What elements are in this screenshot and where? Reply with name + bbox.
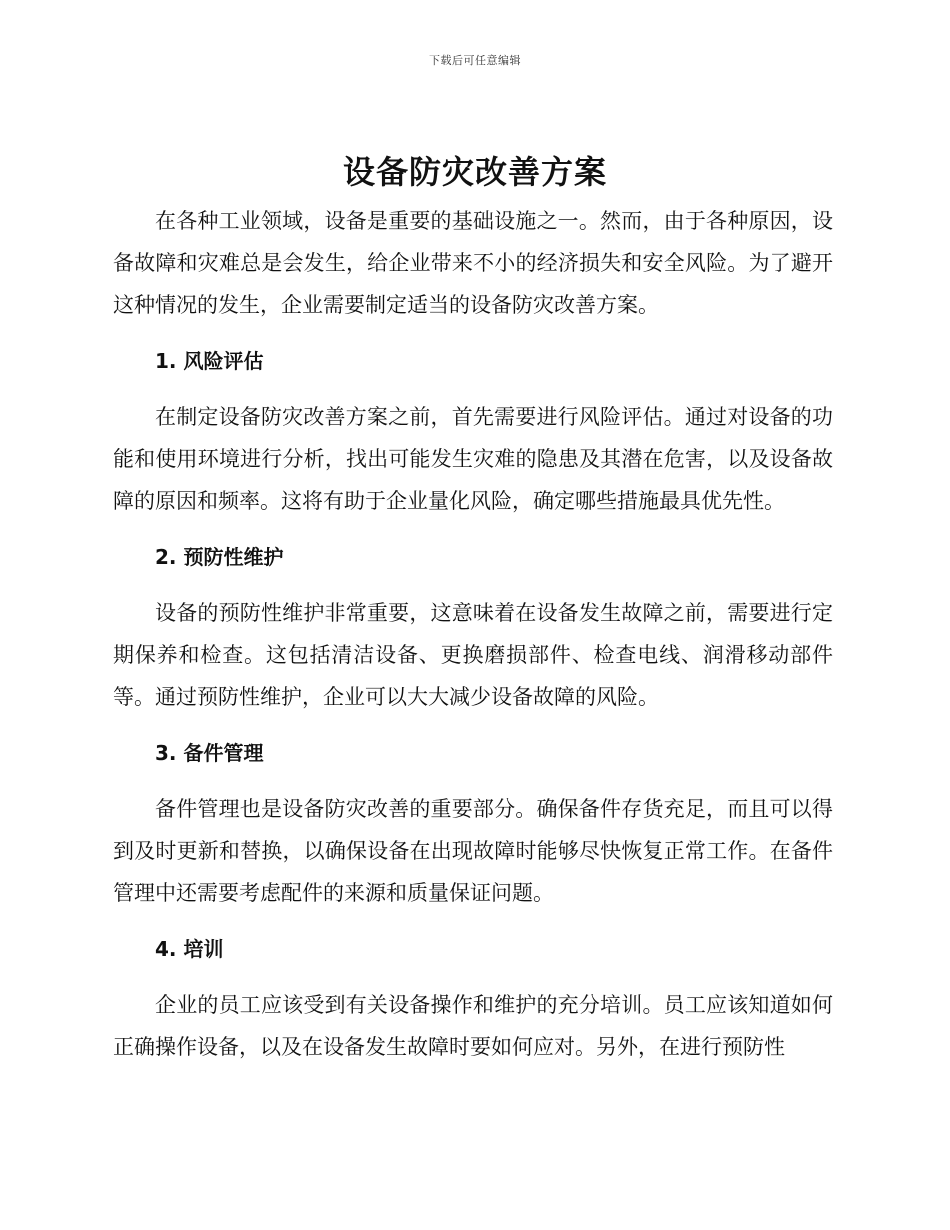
section-heading-preventive-maintenance: 2. 预防性维护 bbox=[155, 545, 284, 569]
section-body-spare-parts: 备件管理也是设备防灾改善的重要部分。确保备件存货充足，而且可以得到及时更新和替换，以确保设备在出现故障时能够尽快恢复正常工作。在备件管理中还需要考虑配件的来源和质量保证问题。 bbox=[113, 797, 833, 905]
section-body-preventive-maintenance: 设备的预防性维护非常重要，这意味着在设备发生故障之前，需要进行定期保养和检查。这包括清洁设备、更换磨损部件、检查电线、润滑移动部件等。通过预防性维护，企业可以大大减少设备故障的风险。 bbox=[113, 601, 833, 709]
intro-paragraph: 在各种工业领域，设备是重要的基础设施之一。然而，由于各种原因，设备故障和灾难总是会发生，给企业带来不小的经济损失和安全风险。为了避开这种情况的发生，企业需要制定适当的设备防灾改善方案。 bbox=[113, 209, 833, 317]
section-body-risk-assessment: 在制定设备防灾改善方案之前，首先需要进行风险评估。通过对设备的功能和使用环境进行分析，找出可能发生灾难的隐患及其潜在危害，以及设备故障的原因和频率。这将有助于企业量化风险，确定哪些措施最具优先性。 bbox=[113, 405, 833, 513]
section-body-training: 企业的员工应该受到有关设备操作和维护的充分培训。员工应该知道如何正确操作设备，以及在设备发生故障时要如何应对。另外，在进行预防性 bbox=[113, 993, 833, 1059]
header-note: 下载后可任意编辑 bbox=[429, 54, 521, 67]
section-heading-risk-assessment: 1. 风险评估 bbox=[155, 349, 264, 373]
document-title: 设备防灾改善方案 bbox=[342, 153, 607, 191]
section-heading-training: 4. 培训 bbox=[155, 937, 224, 961]
section-heading-spare-parts: 3. 备件管理 bbox=[155, 741, 264, 765]
document-body bbox=[113, 200, 833, 1082]
